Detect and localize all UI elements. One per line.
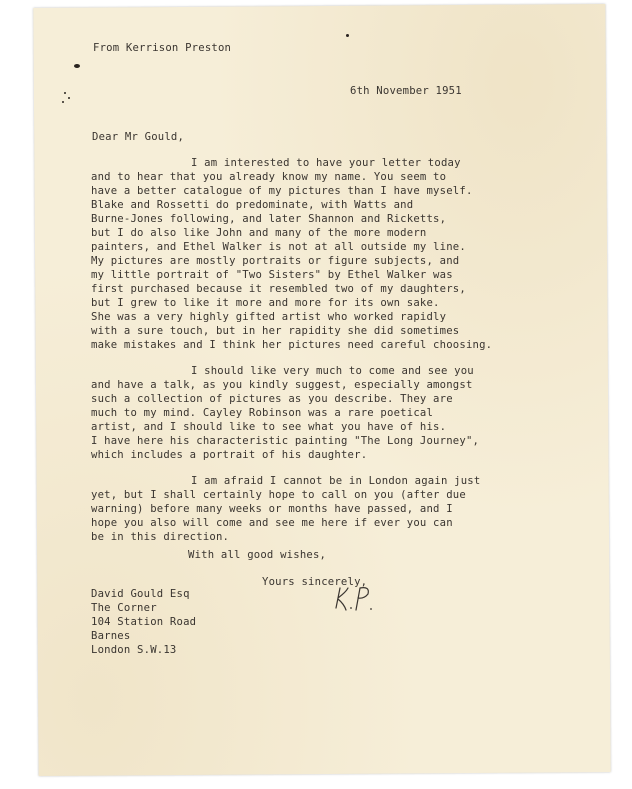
body-line: but I do also like John and many of the more modern: [91, 227, 427, 239]
body-line: Blake and Rossetti do predominate, with Watts and: [91, 199, 414, 211]
body-line: first purchased because it resembled two of my daughters,: [91, 283, 466, 295]
address-line: London S.W.13: [91, 644, 177, 656]
ink-speck: [346, 34, 349, 37]
body-line: much to my mind. Cayley Robinson was a rare poetical: [91, 407, 434, 419]
ink-speck: [74, 64, 80, 68]
signoff-line: Yours sincerely,: [262, 576, 368, 588]
body-line: painters, and Ethel Walker is not at all outside my line.: [91, 241, 466, 253]
body-line: She was a very highly gifted artist who worked rapidly: [91, 311, 447, 323]
body-line: be in this direction.: [91, 531, 230, 543]
address-line: David Gould Esq: [91, 588, 190, 600]
body-line: make mistakes and I think her pictures need careful choosing.: [91, 339, 493, 351]
body-line: but I grew to like it more and more for its own sake.: [91, 297, 440, 309]
body-line: I have here his characteristic painting "The Long Journey",: [91, 435, 480, 447]
ink-speck: [64, 92, 66, 94]
address-line: 104 Station Road: [91, 616, 197, 628]
salutation: Dear Mr Gould,: [92, 131, 185, 143]
body-line: I am afraid I cannot be in London again just: [191, 475, 481, 487]
address-line: The Corner: [91, 602, 157, 614]
body-line: yet, but I shall certainly hope to call on you (after due: [91, 489, 466, 501]
body-line: my little portrait of "Two Sisters" by Ethel Walker was: [91, 269, 453, 281]
ink-speck: [68, 97, 70, 99]
body-line: and to hear that you already know my name. You seem to: [91, 171, 447, 183]
body-line: with a sure touch, but in her rapidity she did sometimes: [91, 325, 460, 337]
body-line: I should like very much to come and see you: [191, 365, 474, 377]
body-line: which includes a portrait of his daughter.: [91, 449, 368, 461]
body-line: My pictures are mostly portraits or figure subjects, and: [91, 255, 460, 267]
handwritten-signature: [330, 584, 380, 612]
letter-date: 6th November 1951: [350, 85, 462, 97]
body-line: have a better catalogue of my pictures than I have myself.: [91, 185, 473, 197]
body-line: I am interested to have your letter today: [191, 157, 461, 169]
address-line: Barnes: [91, 630, 131, 642]
ink-speck: [62, 101, 64, 103]
body-line: artist, and I should like to see what you have of his.: [91, 421, 447, 433]
body-line: hope you also will come and see me here if ever you can: [91, 517, 453, 529]
body-line: such a collection of pictures as you describe. They are: [91, 393, 453, 405]
body-line: Burne-Jones following, and later Shannon and Ricketts,: [91, 213, 447, 225]
from-line: From Kerrison Preston: [93, 42, 232, 54]
body-line: and have a talk, as you kindly suggest, especially amongst: [91, 379, 473, 391]
closing-line: With all good wishes,: [188, 549, 327, 561]
body-line: warning) before many weeks or months have passed, and I: [91, 503, 453, 515]
